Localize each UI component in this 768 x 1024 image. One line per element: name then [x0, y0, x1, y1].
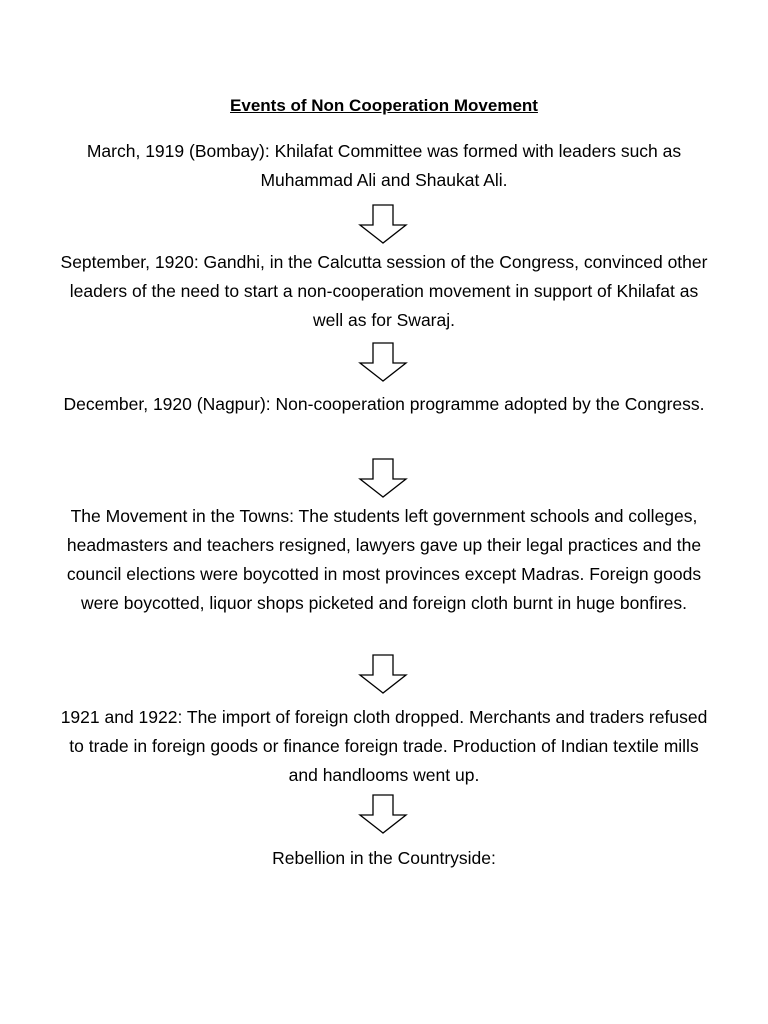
event-1-text: March, 1919 (Bombay): Khilafat Committee was formed with leaders such as Muhammad Ali and Shaukat Ali. [86, 141, 682, 190]
event-6-text: Rebellion in the Countryside: [272, 848, 496, 868]
down-arrow-icon [354, 794, 412, 834]
down-arrow-icon [354, 654, 412, 694]
event-5-text: 1921 and 1922: The import of foreign cloth dropped. Merchants and traders refused to trade in foreign goods or finance foreign trade. Production of Indian textile mills and handlooms went up. [60, 707, 708, 785]
event-3-text: December, 1920 (Nagpur): Non-cooperation programme adopted by the Congress. [63, 394, 705, 414]
event-2-text: September, 1920: Gandhi, in the Calcutta session of the Congress, convinced other leaders of the need to start a non-cooperation movement in support of Khilafat as well as for Swaraj. [60, 252, 708, 330]
event-4-text: The Movement in the Towns: The students left government schools and colleges, headmasters and teachers resigned, lawyers gave up their legal practices and the council elections were boycotted in most provinces except Madras. Foreign goods were boycotted, liquor shops picketed and foreign cloth burnt in huge bonfires. [66, 506, 702, 613]
down-arrow-icon [354, 458, 412, 498]
document-title: Events of Non Cooperation Movement [230, 96, 538, 115]
down-arrow-icon [354, 342, 412, 382]
down-arrow-icon [354, 204, 412, 244]
